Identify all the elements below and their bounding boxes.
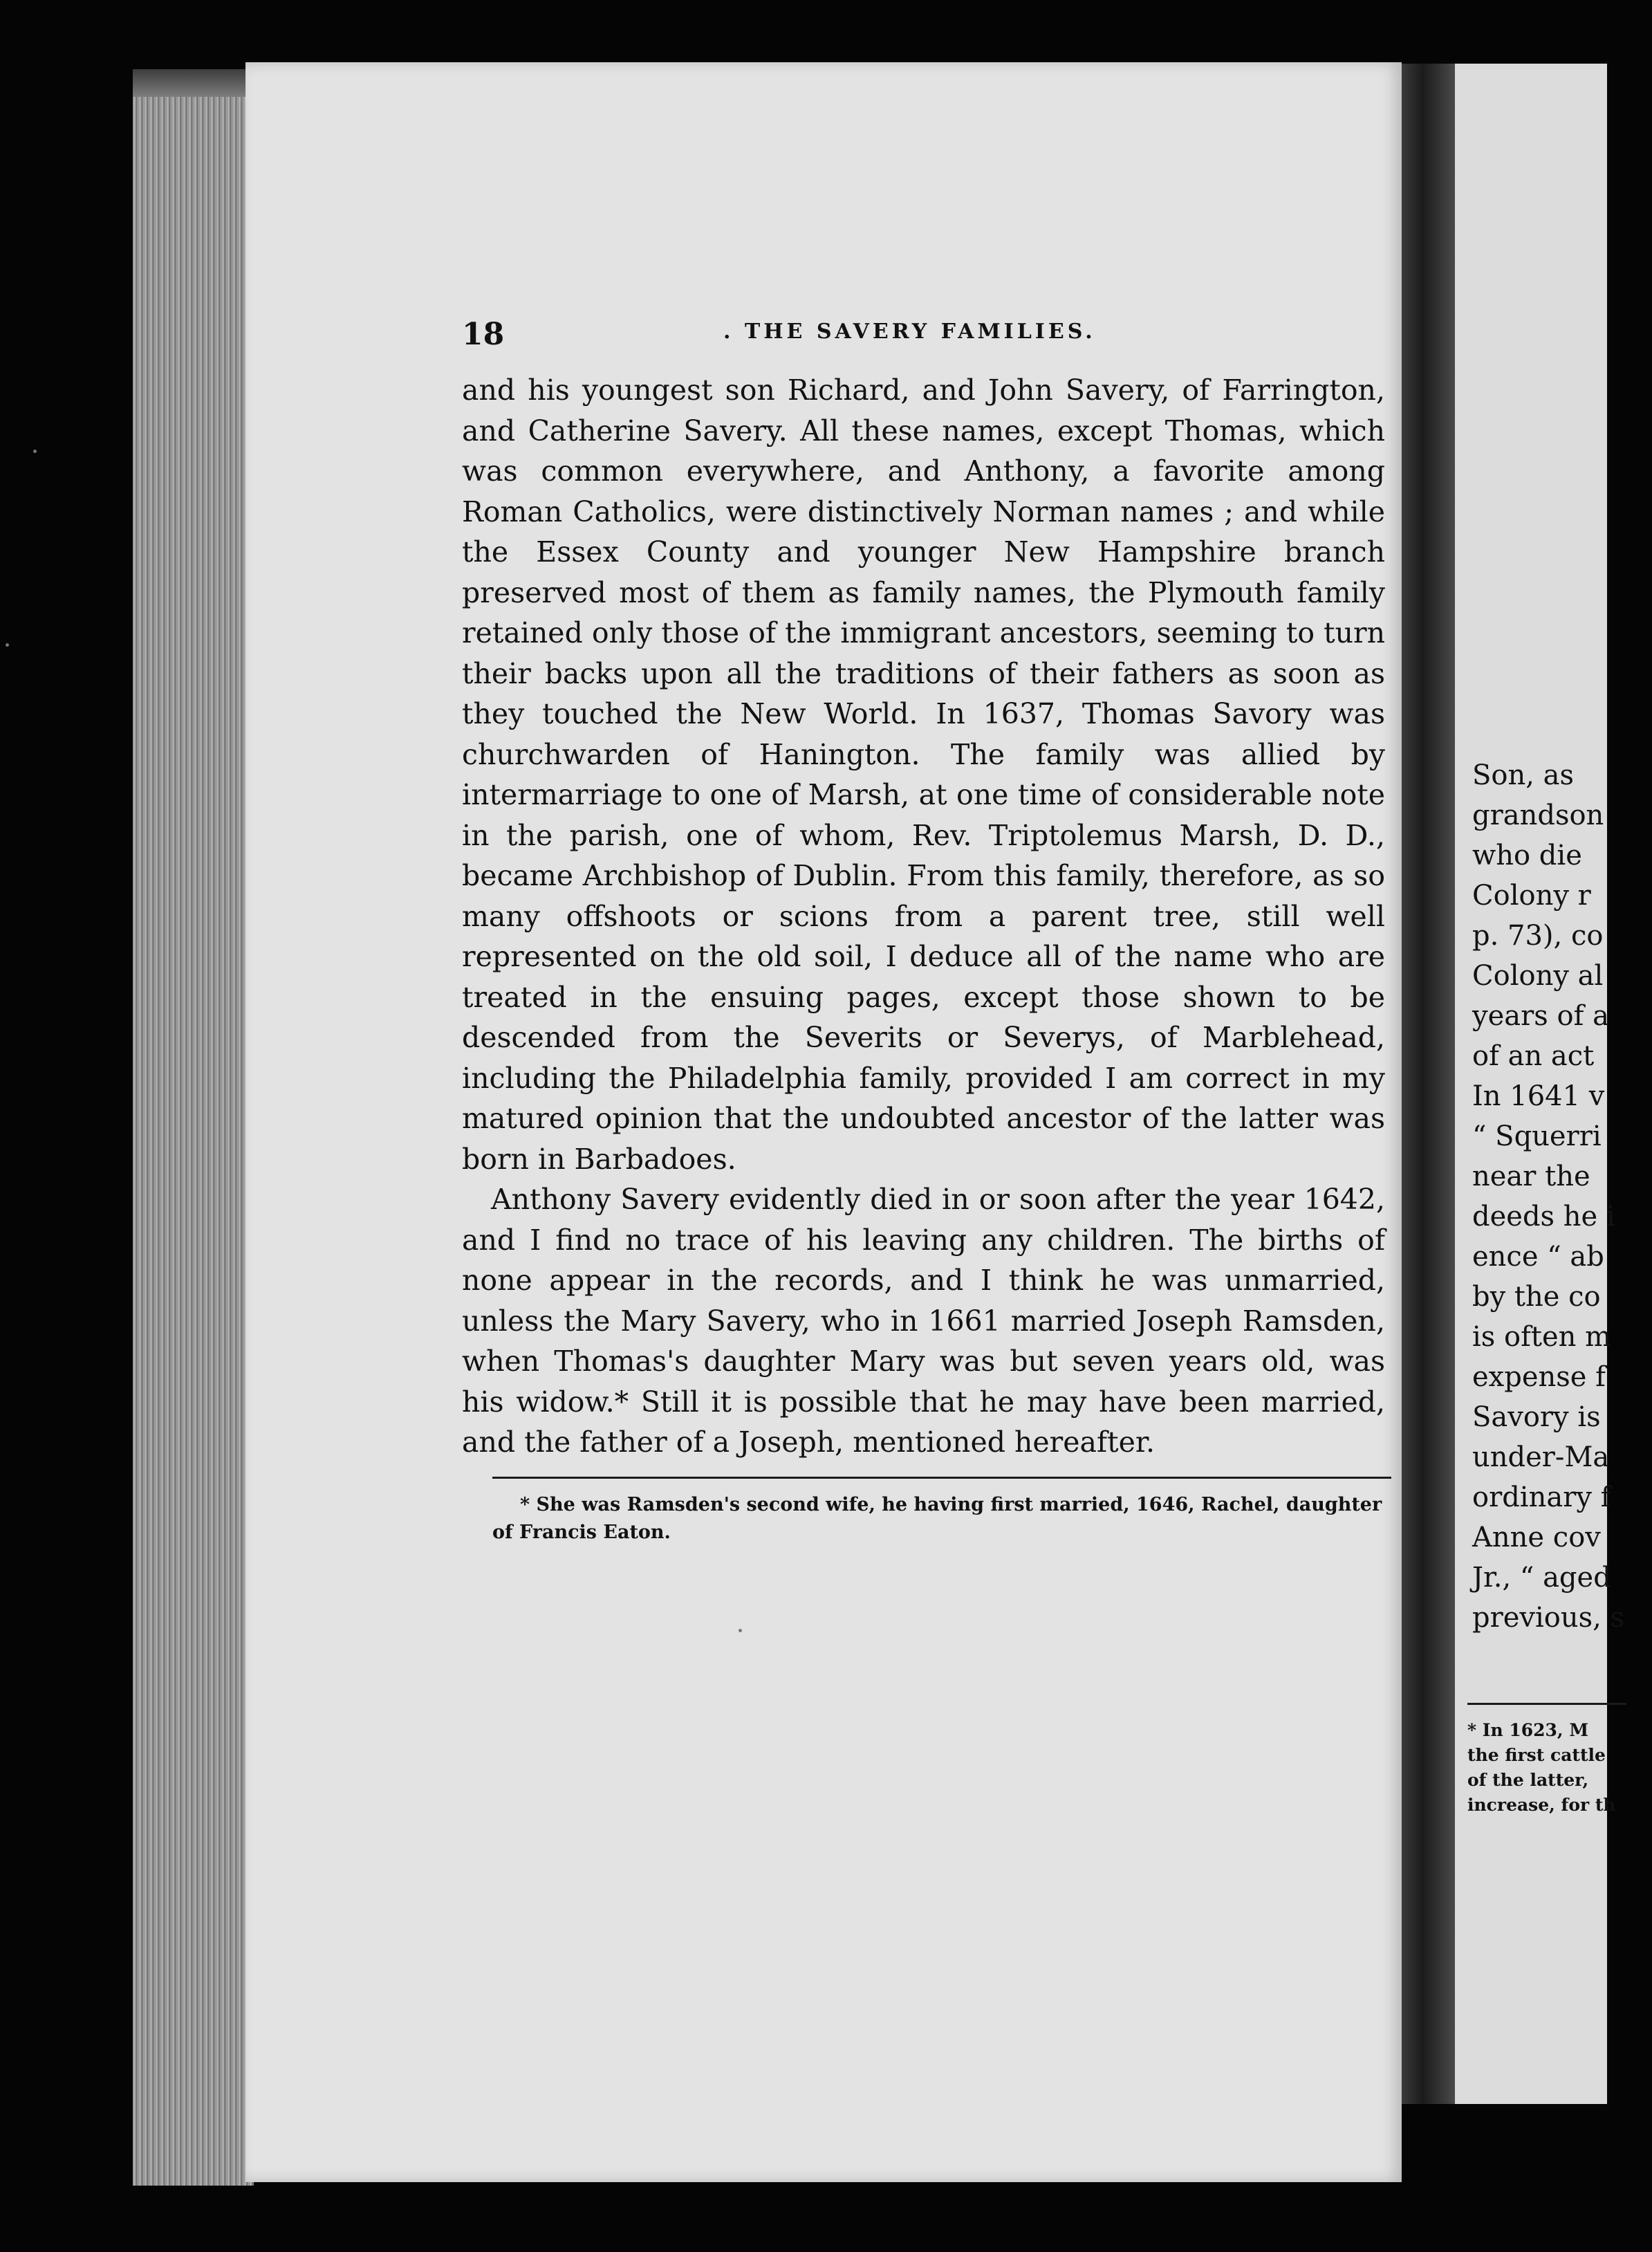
facing-page-line: of an act bbox=[1472, 1040, 1595, 1072]
scan-speck bbox=[739, 1629, 742, 1632]
facing-page-line: ence “ ab bbox=[1472, 1241, 1604, 1273]
facing-page-line: is often m bbox=[1472, 1321, 1612, 1353]
facing-page-line: Son, as bbox=[1472, 759, 1575, 791]
facing-page-line: “ Squerri bbox=[1472, 1120, 1602, 1152]
facing-footnote-line: of the latter, bbox=[1467, 1770, 1589, 1790]
running-head: . THE SAVERY FAMILIES. bbox=[723, 320, 1096, 344]
paragraph-2: Anthony Savery evidently died in or soon after the year 1642, and I find no trace of his leaving any children. The births of none appear in the records, and I think he was unmarried, unless the Mary Savery, who in 1661 married Joseph Ramsden, when Thomas's daughter Mary was but seven years old, was his widow.* Still it is possible that he may have been married, and the father of a Joseph, mentioned hereafter. bbox=[462, 1183, 1385, 1459]
facing-page-line: previous, s bbox=[1472, 1602, 1625, 1634]
scan-speck bbox=[6, 643, 9, 647]
facing-footnote-line: * In 1623, M bbox=[1467, 1720, 1589, 1740]
page-header bbox=[462, 317, 1389, 358]
facing-page-line: deeds he i bbox=[1472, 1201, 1615, 1233]
facing-page-line: Savory is bbox=[1472, 1401, 1601, 1433]
scan-speck bbox=[33, 450, 37, 453]
facing-page-line: grandson bbox=[1472, 800, 1604, 831]
facing-page-line: p. 73), co bbox=[1472, 920, 1604, 952]
facing-page-line: Colony r bbox=[1472, 880, 1591, 912]
facing-page-text bbox=[1472, 755, 1652, 1638]
footnote-divider bbox=[492, 1477, 1391, 1479]
facing-page-line: Anne cov bbox=[1472, 1522, 1601, 1553]
facing-page-line: Colony al bbox=[1472, 960, 1604, 992]
facing-page-line: expense f bbox=[1472, 1361, 1606, 1393]
footnote: * She was Ramsden's second wife, he having first married, 1646, Rachel, daughter of Francis Eaton. bbox=[492, 1494, 1382, 1543]
page-number: 18 bbox=[462, 317, 505, 352]
facing-page-line: Jr., “ aged bbox=[1472, 1562, 1611, 1594]
facing-page-line: under-Ma bbox=[1472, 1441, 1610, 1473]
page-block-top-shadow bbox=[133, 69, 254, 97]
facing-page-line: who die bbox=[1472, 840, 1582, 871]
facing-page-footnote bbox=[1467, 1718, 1647, 1818]
paragraph-1: and his youngest son Richard, and John Savery, of Farrington, and Catherine Savery. All these names, except Thomas, which was common everywhere, and Anthony, a favorite among Roman Catholics, were distinctively Norman names ; and while the Essex County and younger New Hampshire branch preserved most of them as family names, the Plymouth family retained only those of the immigrant ancestors, seeming to turn their backs upon all the traditions of their fathers as soon as they touched the New World. In 1637, Thomas Savory was churchwarden of Hanington. The family was allied by intermarriage to one of Marsh, at one time of considerable note in the parish, one of whom, Rev. Triptolemus Marsh, D. D., became Archbishop of Dublin. From this family, therefore, as so many offshoots or scions from a parent tree, still well represented on the old soil, I deduce all of the name who are treated in the ensuing pages, except those shown to be descended from the Severits or Severys, of Marblehead, including the Philadelphia family, provided I am correct in my matured opinion that the undoubted ancestor of the latter was born in Barbadoes. bbox=[462, 373, 1385, 1176]
facing-page-line: In 1641 v bbox=[1472, 1080, 1605, 1112]
facing-footnote-divider bbox=[1467, 1703, 1626, 1705]
facing-page bbox=[1455, 64, 1625, 2104]
facing-footnote-line: the first cattle bbox=[1467, 1745, 1606, 1765]
book-gutter-shadow bbox=[1402, 64, 1455, 2104]
facing-page-line: ordinary f bbox=[1472, 1482, 1611, 1513]
facing-page-line: by the co bbox=[1472, 1281, 1601, 1313]
facing-page-line: years of a bbox=[1472, 1000, 1609, 1032]
facing-page-line: near the bbox=[1472, 1161, 1590, 1192]
body-text bbox=[462, 370, 1385, 1463]
page-block-edges bbox=[133, 69, 254, 2186]
facing-footnote-line: increase, for th bbox=[1467, 1795, 1616, 1815]
